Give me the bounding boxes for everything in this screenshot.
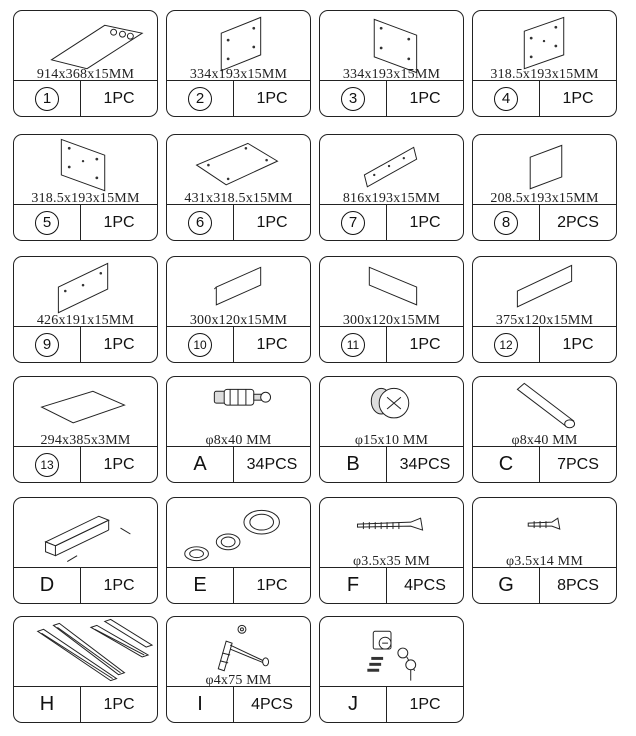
part-dimension: 318.5x193x15MM — [490, 67, 599, 82]
part-quantity: 34PCS — [399, 455, 451, 473]
part-quantity: 1PC — [103, 335, 135, 353]
part-dimension: φ8x40 MM — [205, 433, 272, 448]
part-dimension: 426x191x15MM — [36, 313, 135, 328]
part-letter: A — [167, 447, 234, 482]
part-card-C — [472, 376, 617, 483]
part-card-11 — [319, 256, 464, 363]
part-number: 2 — [167, 81, 234, 116]
part-card-4 — [472, 10, 617, 117]
part-letter: I — [167, 687, 234, 722]
part-quantity: 8PCS — [557, 576, 599, 594]
part-card-12 — [472, 256, 617, 363]
part-letter: D — [14, 568, 81, 603]
part-dimension: 334x193x15MM — [189, 67, 288, 82]
hinge-bracket-icon — [14, 498, 157, 569]
part-letter: H — [14, 687, 81, 722]
part-number: 12 — [473, 327, 540, 362]
part-quantity: 1PC — [409, 335, 441, 353]
part-quantity: 2PCS — [557, 213, 599, 231]
part-number: 10 — [167, 327, 234, 362]
part-quantity: 1PC — [256, 576, 288, 594]
part-card-10 — [166, 256, 311, 363]
part-quantity: 1PC — [256, 89, 288, 107]
part-card-2 — [166, 10, 311, 117]
part-card-6 — [166, 134, 311, 241]
part-dimension: 318.5x193x15MM — [31, 191, 140, 206]
part-card-3 — [319, 10, 464, 117]
part-quantity: 4PCS — [251, 695, 293, 713]
part-number: 9 — [14, 327, 81, 362]
part-quantity: 1PC — [256, 335, 288, 353]
part-quantity: 1PC — [103, 213, 135, 231]
part-dimension: φ3.5x35 MM — [353, 554, 430, 569]
part-quantity: 4PCS — [404, 576, 446, 594]
part-letter: J — [320, 687, 387, 722]
part-quantity: 1PC — [562, 335, 594, 353]
lock-and-keys-icon — [320, 617, 463, 688]
part-dimension: 294x385x3MM — [40, 433, 131, 448]
part-dimension: φ3.5x14 MM — [506, 554, 583, 569]
part-card-J — [319, 616, 464, 723]
part-quantity: 1PC — [103, 695, 135, 713]
part-quantity: 7PCS — [557, 455, 599, 473]
part-card-H — [13, 616, 158, 723]
part-number: 5 — [14, 205, 81, 240]
part-letter: E — [167, 568, 234, 603]
part-dimension: 334x193x15MM — [342, 67, 441, 82]
part-quantity: 34PCS — [246, 455, 298, 473]
part-number: 13 — [14, 447, 81, 482]
part-number: 11 — [320, 327, 387, 362]
part-letter: B — [320, 447, 387, 482]
part-letter: F — [320, 568, 387, 603]
part-card-7 — [319, 134, 464, 241]
drawer-slides-icon — [14, 617, 157, 688]
part-dimension: 375x120x15MM — [495, 313, 594, 328]
part-number: 8 — [473, 205, 540, 240]
part-card-13 — [13, 376, 158, 483]
part-number: 6 — [167, 205, 234, 240]
part-card-B — [319, 376, 464, 483]
part-card-8 — [472, 134, 617, 241]
part-card-5 — [13, 134, 158, 241]
grommet-rings-icon — [167, 498, 310, 569]
part-quantity: 1PC — [409, 695, 441, 713]
part-dimension: 208.5x193x15MM — [490, 191, 599, 206]
part-card-G — [472, 497, 617, 604]
part-dimension: 914x368x15MM — [36, 67, 135, 82]
part-number: 3 — [320, 81, 387, 116]
part-card-I — [166, 616, 311, 723]
part-quantity: 1PC — [409, 89, 441, 107]
part-number: 7 — [320, 205, 387, 240]
part-dimension: 816x193x15MM — [342, 191, 441, 206]
part-dimension: φ4x75 MM — [205, 673, 272, 688]
part-letter: C — [473, 447, 540, 482]
part-dimension: 300x120x15MM — [342, 313, 441, 328]
part-quantity: 1PC — [562, 89, 594, 107]
part-quantity: 1PC — [103, 455, 135, 473]
part-dimension: φ15x10 MM — [354, 433, 429, 448]
part-number: 4 — [473, 81, 540, 116]
part-quantity: 1PC — [103, 89, 135, 107]
part-card-A — [166, 376, 311, 483]
part-letter: G — [473, 568, 540, 603]
part-card-9 — [13, 256, 158, 363]
part-number: 1 — [14, 81, 81, 116]
part-dimension: φ8x40 MM — [511, 433, 578, 448]
part-quantity: 1PC — [256, 213, 288, 231]
part-card-1 — [13, 10, 158, 117]
part-dimension: 431x318.5x15MM — [184, 191, 293, 206]
part-dimension: 300x120x15MM — [189, 313, 288, 328]
part-quantity: 1PC — [103, 576, 135, 594]
part-card-D — [13, 497, 158, 604]
part-card-F — [319, 497, 464, 604]
part-card-E — [166, 497, 311, 604]
part-quantity: 1PC — [409, 213, 441, 231]
